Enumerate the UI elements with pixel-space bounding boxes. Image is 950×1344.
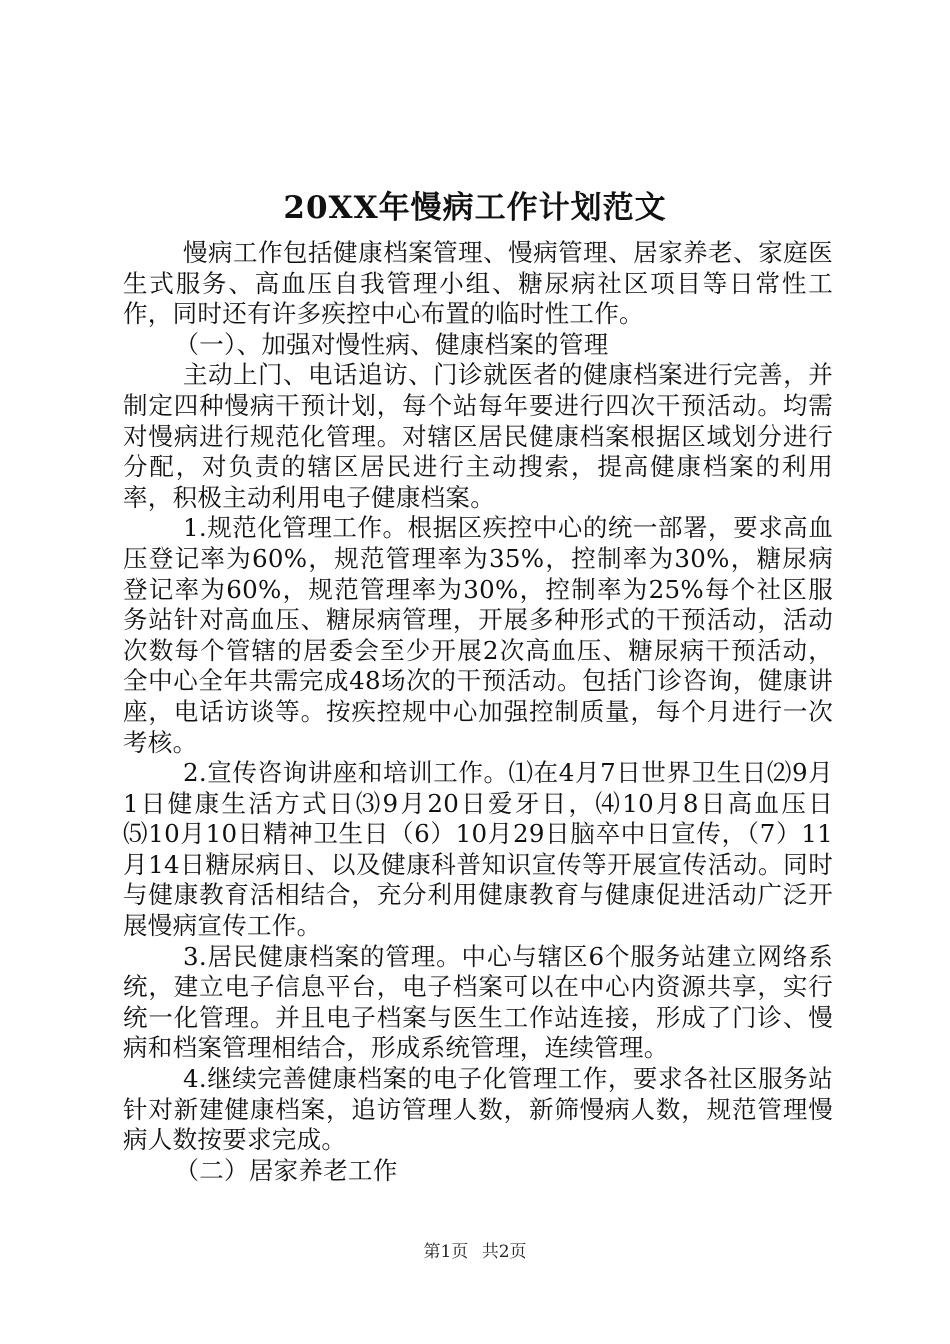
section-heading-1: （一）、加强对慢性病、健康档案的管理: [174, 329, 609, 359]
document-title: 20XX年慢病工作计划范文: [283, 190, 667, 226]
paragraph-item-1: 1.规范化管理工作。根据区疾控中心的统一部署，要求高血压登记率为60%，规范管理率为35%，控制率为30%，糖尿病登记率为60%，规范管理率为30%，控制率为25%每个社区服务站针对高血压、糖尿病管理，开展多种形式的干预活动，活动次数每个管辖的居委会至少开展2次高血压、糖尿病干预活动，全中心全年共需完成48场次的干预活动。包括门诊咨询，健康讲座，电话访谈等。按疾控规中心加强控制质量，每个月进行一次考核。: [123, 513, 834, 757]
paragraph-item-3: 3.居民健康档案的管理。中心与辖区6个服务站建立网络系统，建立电子信息平台，电子档案可以在中心内资源共享，实行统一化管理。并且电子档案与医生工作站连接，形成了门诊、慢病和档案管理相结合，形成系统管理，连续管理。: [123, 941, 833, 1063]
paragraph-archive-management: 主动上门、电话追访、门诊就医者的健康档案进行完善，并制定四种慢病干预计划，每个站每年要进行四次干预活动。均需对慢病进行规范化管理。对辖区居民健康档案根据区域划分进行分配，对负责的辖区居民进行主动搜索，提高健康档案的利用率，积极主动利用电子健康档案。: [123, 360, 833, 512]
page-number-total: 共2页: [481, 1242, 527, 1262]
section-heading-2: （二）居家养老工作: [174, 1155, 398, 1185]
page-number-current: 第1页: [423, 1242, 469, 1262]
document-body: [123, 238, 833, 1186]
paragraph-intro: 慢病工作包括健康档案管理、慢病管理、居家养老、家庭医生式服务、高血压自我管理小组、糖尿病社区项目等日常性工作，同时还有许多疾控中心布置的临时性工作。: [123, 238, 833, 329]
paragraph-item-2: 2.宣传咨询讲座和培训工作。⑴在4月7日世界卫生日⑵9月1日健康生活方式日⑶9月20日爱牙日，⑷10月8日高血压日⑸10月10日精神卫生日（6）10月29日脑卒中日宣传，（7）11月14日糖尿病日、以及健康科普知识宣传等开展宣传活动。同时与健康教育活相结合，充分利用健康教育与健康促进活动广泛开展慢病宣传工作。: [123, 758, 833, 941]
paragraph-item-4: 4.继续完善健康档案的电子化管理工作，要求各社区服务站针对新建健康档案，追访管理人数，新筛慢病人数，规范管理慢病人数按要求完成。: [123, 1064, 833, 1155]
page-footer: [0, 1240, 950, 1264]
